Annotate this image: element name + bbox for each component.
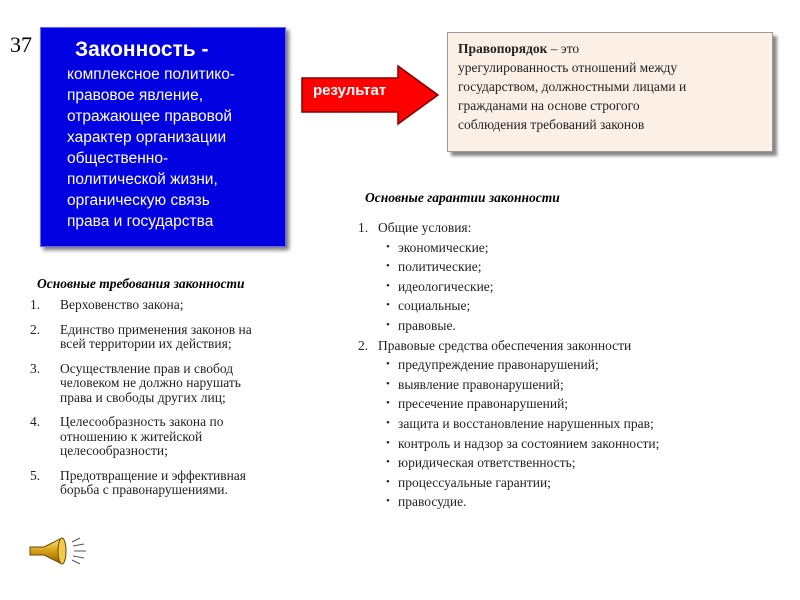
definition-line: права и государства — [67, 213, 214, 230]
item-number: 1. — [30, 297, 41, 312]
list-item: • правовые. — [358, 316, 788, 336]
item-number: 3. — [30, 360, 41, 376]
list-item: • процессуальные гарантии; — [358, 473, 788, 493]
guarantee-group-title — [358, 336, 788, 356]
definition-line: характер организации — [67, 129, 227, 146]
item-line: Единство применения законов на — [60, 321, 252, 337]
list-item: • социальные; — [358, 296, 788, 316]
list-item: • защита и восстановление нарушенных прав; — [358, 414, 788, 434]
definition-box — [40, 27, 286, 247]
item-line: всей территории их действия; — [60, 336, 232, 351]
item-line: Осуществление прав и свобод — [60, 360, 234, 376]
requirements-list — [30, 298, 330, 508]
list-item: • идеологические; — [358, 277, 788, 297]
result-box — [447, 32, 773, 152]
definition-line: правовое явление, — [67, 87, 204, 104]
result-line: – это — [547, 41, 580, 56]
definition-line: общественно- — [67, 150, 169, 167]
definition-text — [67, 64, 277, 232]
definition-line: политической жизни, — [67, 171, 218, 188]
item-line: борьба с правонарушениями. — [60, 482, 228, 497]
item-line: Предотвращение и эффективная — [60, 467, 247, 483]
item-line: человеком не должно нарушать — [60, 375, 241, 390]
slide-number: 37 — [10, 32, 32, 57]
list-item — [30, 469, 330, 498]
list-item — [30, 323, 330, 352]
item-line: Верховенство закона; — [60, 297, 184, 312]
list-item — [30, 415, 330, 459]
arrow-label: результат — [313, 82, 387, 99]
item-number: 4. — [30, 414, 41, 429]
list-item — [30, 362, 330, 406]
list-item — [30, 298, 330, 313]
guarantees-list — [358, 218, 788, 512]
list-item: • контроль и надзор за состоянием законности; — [358, 434, 788, 454]
group-number: 1. — [358, 220, 369, 235]
group-number: 2. — [358, 337, 369, 353]
group-title-text: Общие условия: — [378, 220, 472, 235]
item-line: целесообразности; — [60, 443, 168, 458]
list-item: • предупреждение правонарушений; — [358, 355, 788, 375]
guarantee-group-title — [358, 218, 788, 238]
result-term: Правопорядок — [458, 41, 548, 56]
list-item: • пресечение правонарушений; — [358, 394, 788, 414]
definition-title: Законность - — [75, 38, 209, 61]
item-number: 5. — [30, 467, 41, 483]
item-line: права и свободы других лиц; — [60, 389, 226, 405]
definition-line: комплексное политико- — [67, 66, 235, 83]
list-item: • правосудие. — [358, 492, 788, 512]
list-item: • политические; — [358, 257, 788, 277]
horn-icon[interactable] — [28, 536, 90, 566]
requirements-heading: Основные требования законности — [37, 276, 245, 291]
definition-line: отражающее правовой — [67, 108, 233, 125]
list-item: • юридическая ответственность; — [358, 453, 788, 473]
result-line: гражданами на основе строгого — [458, 98, 640, 113]
definition-line: органическую связь — [67, 192, 210, 209]
item-line: отношению к житейской — [60, 428, 203, 444]
result-line: соблюдения требований законов — [458, 117, 645, 132]
item-line: Целесообразность закона по — [60, 414, 224, 429]
item-number: 2. — [30, 321, 41, 337]
guarantees-heading: Основные гарантии законности — [365, 190, 560, 205]
group-title-text: Правовые средства обеспечения законности — [378, 337, 632, 353]
result-line: государством, должностными лицами и — [458, 79, 687, 94]
list-item: • выявление правонарушений; — [358, 375, 788, 395]
list-item: • экономические; — [358, 238, 788, 258]
result-line: урегулированность отношений между — [458, 60, 678, 75]
